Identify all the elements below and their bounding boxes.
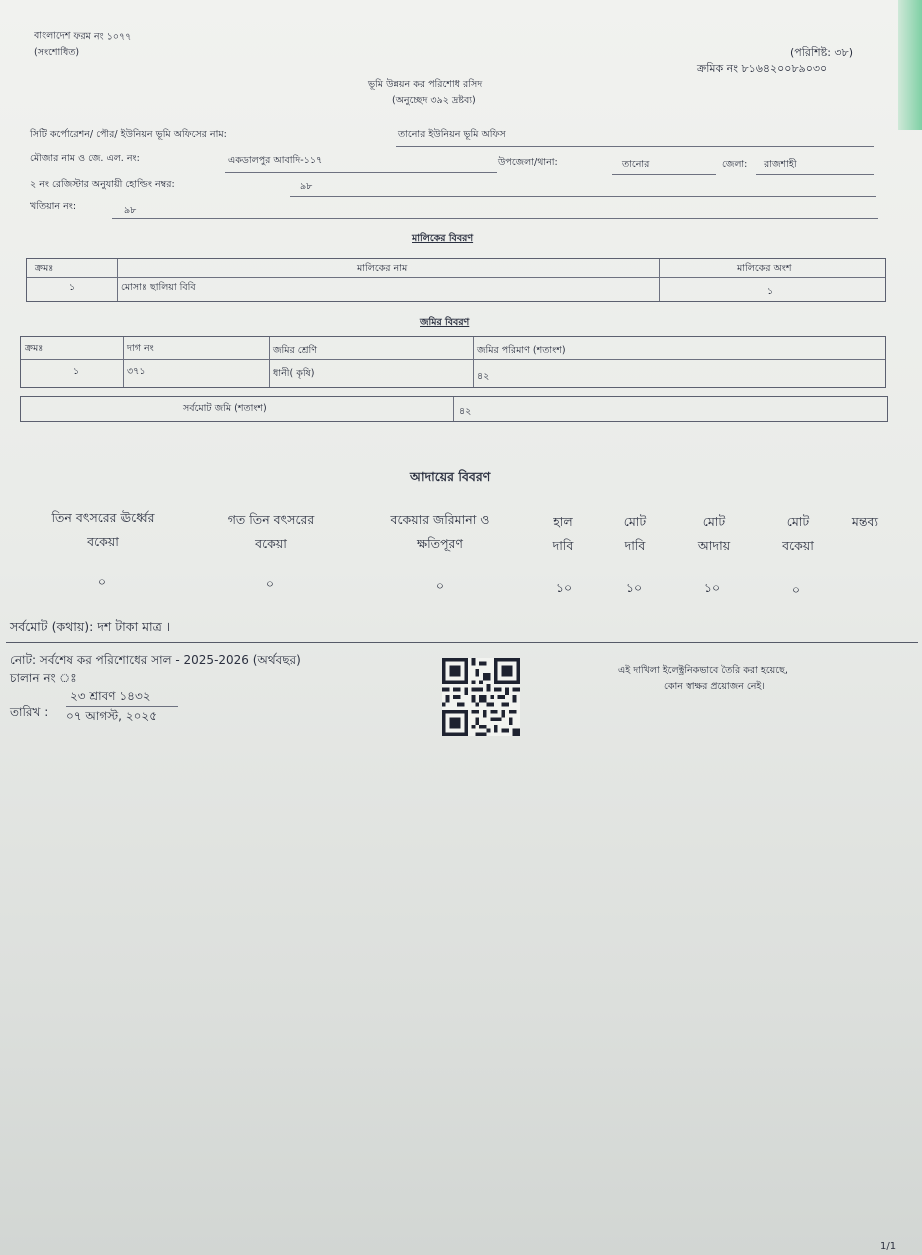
payment-header-remarks: মন্তব্য: [851, 514, 879, 529]
district-underline: [756, 174, 874, 175]
land-total-row: [20, 396, 888, 422]
serial-number: ক্রমিক নং ৮১৬৪২০০৮৯০৩০: [697, 62, 828, 75]
receipt-subtitle: (অনুচ্ছেদ ৩৯২ দ্রষ্টব্য): [392, 95, 476, 106]
payment-header-total-due: মোট বকেয়া: [782, 514, 814, 553]
office-value: তানোর ইউনিয়ন ভূমি অফিস: [398, 129, 506, 140]
background-edge: [898, 0, 922, 130]
land-row-dag: ৩৭১: [127, 366, 146, 377]
payment-value-current-demand: ১০: [555, 580, 573, 595]
payment-value-over-three-years: ০: [97, 574, 107, 589]
upazila-value: তানোর: [622, 159, 650, 170]
land-header-dag: দাগ নং: [127, 343, 154, 354]
owner-row-name: মোসাঃ ছালিয়া বিবি: [121, 282, 196, 293]
district-label: জেলা:: [722, 159, 748, 170]
register-value: ৯৮: [300, 181, 313, 192]
land-total-value: ৪২: [459, 406, 472, 417]
payment-header-total-demand: মোট দাবি: [623, 514, 647, 553]
land-row-class: ধানী( কৃষি): [273, 368, 315, 379]
form-number: বাংলাদেশ ফরম নং ১০৭৭: [33, 30, 132, 43]
payment-value-total-collected: ১০: [703, 580, 721, 595]
owner-header-name: মালিকের নাম: [357, 263, 408, 274]
payment-value-total-demand: ১০: [625, 580, 643, 595]
page-number: 1/1: [880, 1241, 897, 1252]
land-header-class: জমির শ্রেণি: [273, 345, 317, 356]
mouza-value: একডালপুর আবাদি-১১৭: [228, 155, 323, 166]
challan-number: চালান নং ঃ: [10, 671, 77, 685]
date-english: ০৭ আগস্ট, ২০২৫: [66, 709, 157, 723]
payment-value-last-three-years: ০: [265, 576, 275, 591]
qr-code-icon: [442, 658, 520, 736]
payment-header-total-collected: মোট আদায়: [697, 514, 731, 553]
land-row-amount: ৪২: [477, 371, 490, 382]
payment-section-heading: আদায়ের বিবরণ: [410, 469, 491, 484]
total-rule: [6, 642, 918, 643]
land-row-serial: ১: [73, 366, 80, 377]
payment-value-total-due: ০: [791, 582, 801, 597]
land-section-heading: জমির বিবরণ: [420, 317, 470, 328]
owner-table: [26, 258, 886, 302]
date-divider: [66, 706, 178, 707]
payment-header-last-three-years: গত তিন বৎসরের বকেয়া: [227, 512, 315, 551]
payment-header-fine: বকেয়ার জরিমানা ও ক্ষতিপূরণ: [390, 512, 490, 551]
payment-value-fine: ০: [435, 578, 445, 593]
appendix-label: (পরিশিষ্ট: ৩৮): [790, 46, 853, 59]
owner-row-share: ১: [767, 286, 774, 297]
land-header-serial: ক্রমঃ: [25, 343, 44, 354]
payment-header-current-demand: হাল দাবি: [552, 514, 574, 553]
electronic-note-line-1: এই দাখিলা ইলেক্ট্রনিকভাবে তৈরি করা হয়েছে,: [618, 665, 788, 676]
date-bangla: ২৩ শ্রাবণ ১৪৩২: [70, 689, 151, 703]
register-underline: [290, 196, 876, 197]
owner-section-heading: মালিকের বিবরণ: [412, 233, 474, 244]
mouza-label: মৌজার নাম ও জে. এল. নং:: [30, 153, 140, 164]
date-label: তারিখ :: [10, 705, 49, 719]
payment-header-over-three-years: তিন বৎসরের ঊর্ধ্বের বকেয়া: [51, 510, 155, 549]
office-underline: [396, 146, 874, 147]
revised-label: (সংশোধিত): [34, 47, 80, 58]
upazila-underline: [612, 174, 716, 175]
tax-year-note: নোট: সর্বশেষ কর পরিশোধের সাল - 2025-2026 (অর্থবছর): [10, 653, 301, 667]
khatian-underline: [112, 218, 878, 219]
mouza-underline: [225, 172, 497, 173]
upazila-label: উপজেলা/থানা:: [498, 157, 558, 168]
land-table: [20, 336, 886, 388]
land-header-amount: জমির পরিমাণ (শতাংশ): [477, 345, 566, 356]
total-in-words: সর্বমোট (কথায়): দশ টাকা মাত্র ।: [10, 619, 171, 634]
owner-header-serial: ক্রমঃ: [35, 263, 54, 274]
receipt-title: ভূমি উন্নয়ন কর পরিশোধ রসিদ: [368, 79, 483, 90]
owner-header-share: মালিকের অংশ: [737, 263, 792, 274]
office-label: সিটি কর্পোরেশন/ পৌর/ ইউনিয়ন ভূমি অফিসের নাম:: [30, 129, 227, 140]
electronic-note-line-2: কোন স্বাক্ষর প্রয়োজন নেই।: [664, 681, 765, 692]
land-total-label: সর্বমোট জমি (শতাংশ): [183, 403, 267, 414]
khatian-value: ৯৮: [124, 205, 137, 216]
district-value: রাজশাহী: [764, 159, 797, 170]
khatian-label: খতিয়ান নং:: [30, 201, 77, 212]
register-label: ২ নং রেজিস্টার অনুযায়ী হোল্ডিং নম্বর:: [30, 179, 175, 190]
owner-row-serial: ১: [69, 282, 76, 293]
